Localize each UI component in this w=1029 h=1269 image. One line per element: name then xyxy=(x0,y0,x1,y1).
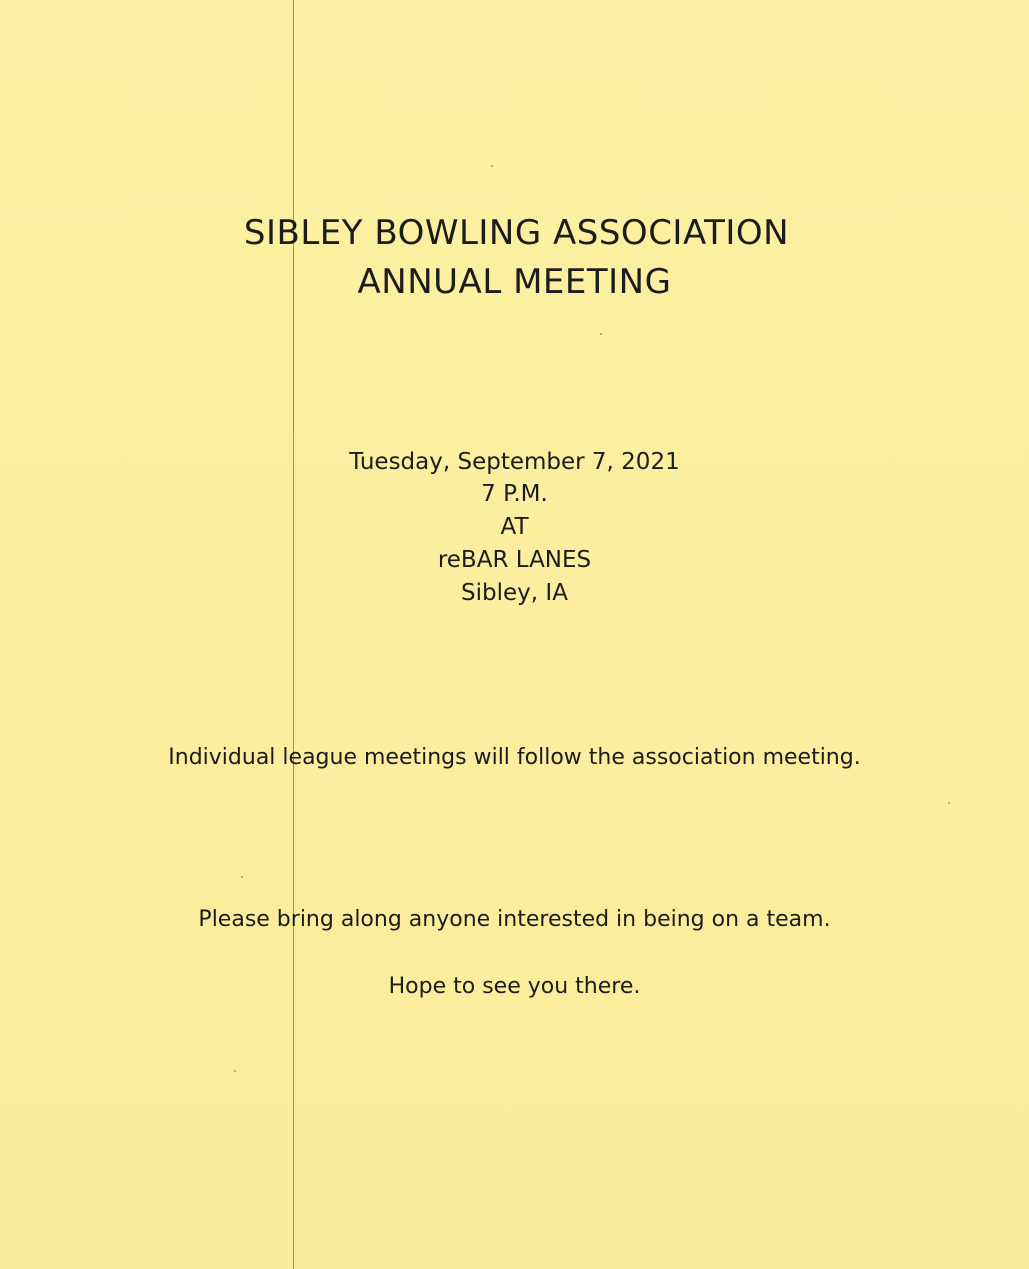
event-time: 7 P.M. xyxy=(481,481,548,507)
invitation-note: Please bring along anyone interested in being on a team. xyxy=(198,907,831,932)
paper-speck xyxy=(234,1070,236,1072)
event-location: Sibley, IA xyxy=(461,580,568,606)
title-line-2: ANNUAL MEETING xyxy=(357,262,672,302)
event-venue: reBAR LANES xyxy=(437,547,592,573)
league-meetings-note: Individual league meetings will follow the association meeting. xyxy=(168,745,861,770)
paper-speck xyxy=(600,333,602,335)
paper-fold-line xyxy=(293,0,294,1269)
paper-speck xyxy=(491,165,493,167)
paper-speck xyxy=(948,802,950,804)
event-date: Tuesday, September 7, 2021 xyxy=(349,449,680,475)
paper-speck xyxy=(241,876,243,878)
title-line-1: SIBLEY BOWLING ASSOCIATION xyxy=(243,213,790,253)
event-at: AT xyxy=(500,514,529,540)
closing-note: Hope to see you there. xyxy=(388,974,641,999)
